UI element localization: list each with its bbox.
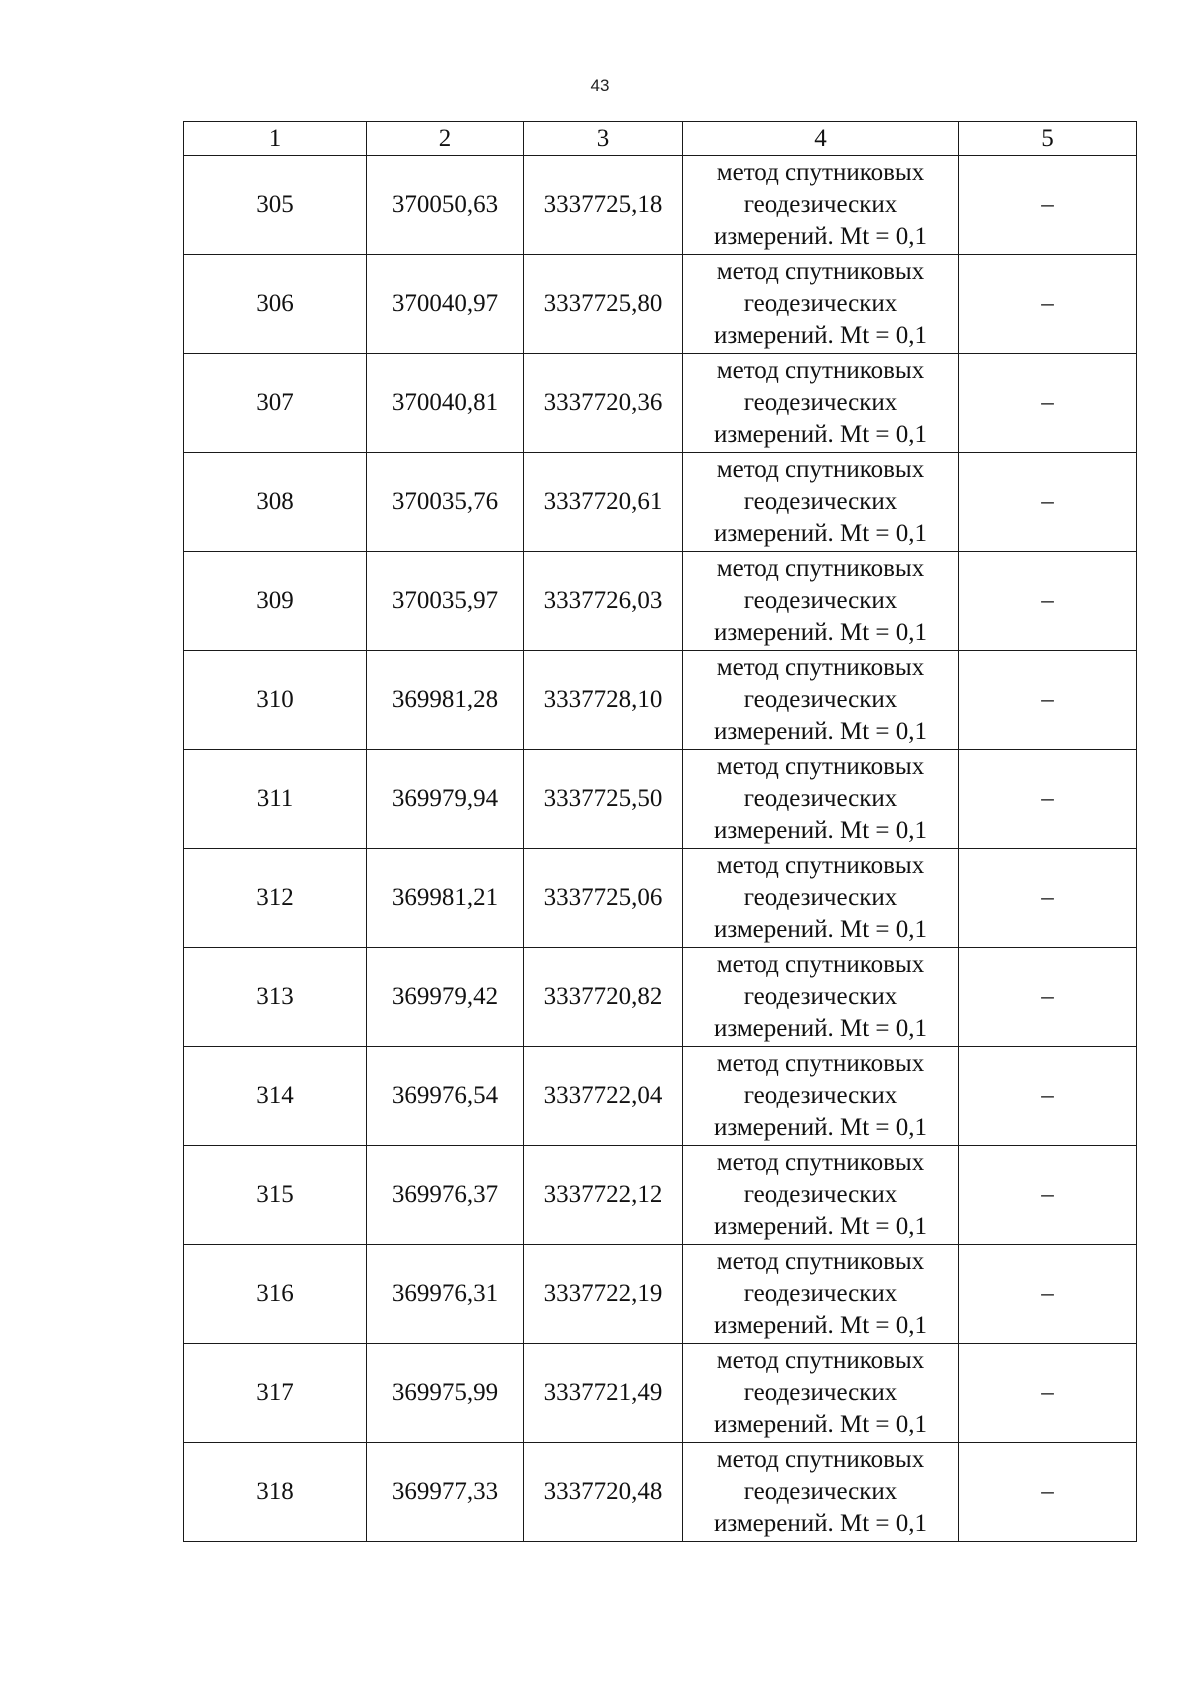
table-row [184, 1245, 1137, 1344]
table-body [184, 156, 1137, 1542]
point-number-cell: 307 [184, 354, 367, 453]
method-cell [683, 1344, 959, 1443]
method-cell [683, 156, 959, 255]
point-number-cell: 315 [184, 1146, 367, 1245]
method-line: измерений. Mt = 0,1 [713, 1312, 928, 1339]
method-line: метод спутниковых [716, 951, 925, 978]
method-line: геодезических [743, 686, 898, 713]
method-line: геодезических [743, 1478, 898, 1505]
point-number-cell: 310 [184, 651, 367, 750]
method-line: геодезических [743, 884, 898, 911]
method-line: измерений. Mt = 0,1 [713, 1015, 928, 1042]
method-line: геодезических [743, 1280, 898, 1307]
method-cell [683, 552, 959, 651]
note-cell: – [959, 1146, 1137, 1245]
x-coordinate-cell: 369976,54 [367, 1047, 524, 1146]
y-coordinate-cell: 3337725,06 [524, 849, 683, 948]
method-line: метод спутниковых [716, 258, 925, 285]
table-row [184, 453, 1137, 552]
note-cell: – [959, 156, 1137, 255]
table-row [184, 354, 1137, 453]
point-number-cell: 311 [184, 750, 367, 849]
table-row [184, 1344, 1137, 1443]
method-line: геодезических [743, 488, 898, 515]
method-line: геодезических [743, 1379, 898, 1406]
table-row [184, 849, 1137, 948]
method-cell [683, 255, 959, 354]
point-number-cell: 312 [184, 849, 367, 948]
table-row [184, 948, 1137, 1047]
note-cell: – [959, 849, 1137, 948]
method-line: измерений. Mt = 0,1 [713, 322, 928, 349]
method-cell [683, 1047, 959, 1146]
x-coordinate-cell: 370050,63 [367, 156, 524, 255]
point-number-cell: 313 [184, 948, 367, 1047]
method-line: метод спутниковых [716, 1446, 925, 1473]
point-number-cell: 314 [184, 1047, 367, 1146]
y-coordinate-cell: 3337725,18 [524, 156, 683, 255]
column-header: 1 [184, 122, 367, 156]
x-coordinate-cell: 370035,97 [367, 552, 524, 651]
note-cell: – [959, 948, 1137, 1047]
y-coordinate-cell: 3337722,19 [524, 1245, 683, 1344]
y-coordinate-cell: 3337720,36 [524, 354, 683, 453]
method-cell [683, 1443, 959, 1542]
note-cell: – [959, 1443, 1137, 1542]
method-line: метод спутниковых [716, 1248, 925, 1275]
method-line: метод спутниковых [716, 753, 925, 780]
method-line: геодезических [743, 983, 898, 1010]
column-header: 5 [959, 122, 1137, 156]
note-cell: – [959, 1344, 1137, 1443]
method-line: измерений. Mt = 0,1 [713, 1411, 928, 1438]
y-coordinate-cell: 3337721,49 [524, 1344, 683, 1443]
table-row [184, 1443, 1137, 1542]
method-line: геодезических [743, 290, 898, 317]
method-line: измерений. Mt = 0,1 [713, 916, 928, 943]
method-line: метод спутниковых [716, 1050, 925, 1077]
note-cell: – [959, 1047, 1137, 1146]
table-row [184, 1047, 1137, 1146]
method-line: измерений. Mt = 0,1 [713, 421, 928, 448]
x-coordinate-cell: 369981,28 [367, 651, 524, 750]
y-coordinate-cell: 3337720,82 [524, 948, 683, 1047]
x-coordinate-cell: 369977,33 [367, 1443, 524, 1542]
point-number-cell: 306 [184, 255, 367, 354]
y-coordinate-cell: 3337722,12 [524, 1146, 683, 1245]
point-number-cell: 317 [184, 1344, 367, 1443]
table-row [184, 255, 1137, 354]
x-coordinate-cell: 369979,42 [367, 948, 524, 1047]
method-line: измерений. Mt = 0,1 [713, 1510, 928, 1537]
note-cell: – [959, 651, 1137, 750]
table-row [184, 552, 1137, 651]
note-cell: – [959, 552, 1137, 651]
x-coordinate-cell: 369976,31 [367, 1245, 524, 1344]
method-line: геодезических [743, 587, 898, 614]
method-line: метод спутниковых [716, 159, 925, 186]
note-cell: – [959, 255, 1137, 354]
method-cell [683, 453, 959, 552]
x-coordinate-cell: 369975,99 [367, 1344, 524, 1443]
method-line: метод спутниковых [716, 852, 925, 879]
method-line: метод спутниковых [716, 1149, 925, 1176]
point-number-cell: 316 [184, 1245, 367, 1344]
x-coordinate-cell: 370040,97 [367, 255, 524, 354]
y-coordinate-cell: 3337726,03 [524, 552, 683, 651]
method-cell [683, 354, 959, 453]
method-line: метод спутниковых [716, 456, 925, 483]
method-cell [683, 1245, 959, 1344]
x-coordinate-cell: 370040,81 [367, 354, 524, 453]
method-line: геодезических [743, 389, 898, 416]
table-row [184, 651, 1137, 750]
y-coordinate-cell: 3337725,50 [524, 750, 683, 849]
method-line: измерений. Mt = 0,1 [713, 817, 928, 844]
method-cell [683, 948, 959, 1047]
x-coordinate-cell: 369976,37 [367, 1146, 524, 1245]
method-line: измерений. Mt = 0,1 [713, 619, 928, 646]
note-cell: – [959, 750, 1137, 849]
table-row [184, 156, 1137, 255]
method-line: измерений. Mt = 0,1 [713, 1114, 928, 1141]
column-header: 4 [683, 122, 959, 156]
point-number-cell: 318 [184, 1443, 367, 1542]
method-cell [683, 1146, 959, 1245]
method-line: метод спутниковых [716, 1347, 925, 1374]
y-coordinate-cell: 3337728,10 [524, 651, 683, 750]
coordinates-table [183, 121, 1137, 1542]
method-line: метод спутниковых [716, 654, 925, 681]
point-number-cell: 308 [184, 453, 367, 552]
method-line: геодезических [743, 785, 898, 812]
y-coordinate-cell: 3337720,48 [524, 1443, 683, 1542]
method-line: измерений. Mt = 0,1 [713, 223, 928, 250]
method-line: измерений. Mt = 0,1 [713, 718, 928, 745]
table-header-row [184, 122, 1137, 156]
method-line: метод спутниковых [716, 555, 925, 582]
method-line: измерений. Mt = 0,1 [713, 1213, 928, 1240]
note-cell: – [959, 1245, 1137, 1344]
method-line: геодезических [743, 1082, 898, 1109]
method-cell [683, 651, 959, 750]
method-line: геодезических [743, 191, 898, 218]
method-cell [683, 750, 959, 849]
method-line: измерений. Mt = 0,1 [713, 520, 928, 547]
method-line: геодезических [743, 1181, 898, 1208]
method-line: метод спутниковых [716, 357, 925, 384]
x-coordinate-cell: 369979,94 [367, 750, 524, 849]
table-row [184, 750, 1137, 849]
table-row [184, 1146, 1137, 1245]
page-number: 43 [590, 76, 610, 95]
y-coordinate-cell: 3337722,04 [524, 1047, 683, 1146]
column-header: 2 [367, 122, 524, 156]
note-cell: – [959, 354, 1137, 453]
column-header: 3 [524, 122, 683, 156]
point-number-cell: 305 [184, 156, 367, 255]
method-cell [683, 849, 959, 948]
note-cell: – [959, 453, 1137, 552]
x-coordinate-cell: 369981,21 [367, 849, 524, 948]
point-number-cell: 309 [184, 552, 367, 651]
x-coordinate-cell: 370035,76 [367, 453, 524, 552]
y-coordinate-cell: 3337720,61 [524, 453, 683, 552]
y-coordinate-cell: 3337725,80 [524, 255, 683, 354]
